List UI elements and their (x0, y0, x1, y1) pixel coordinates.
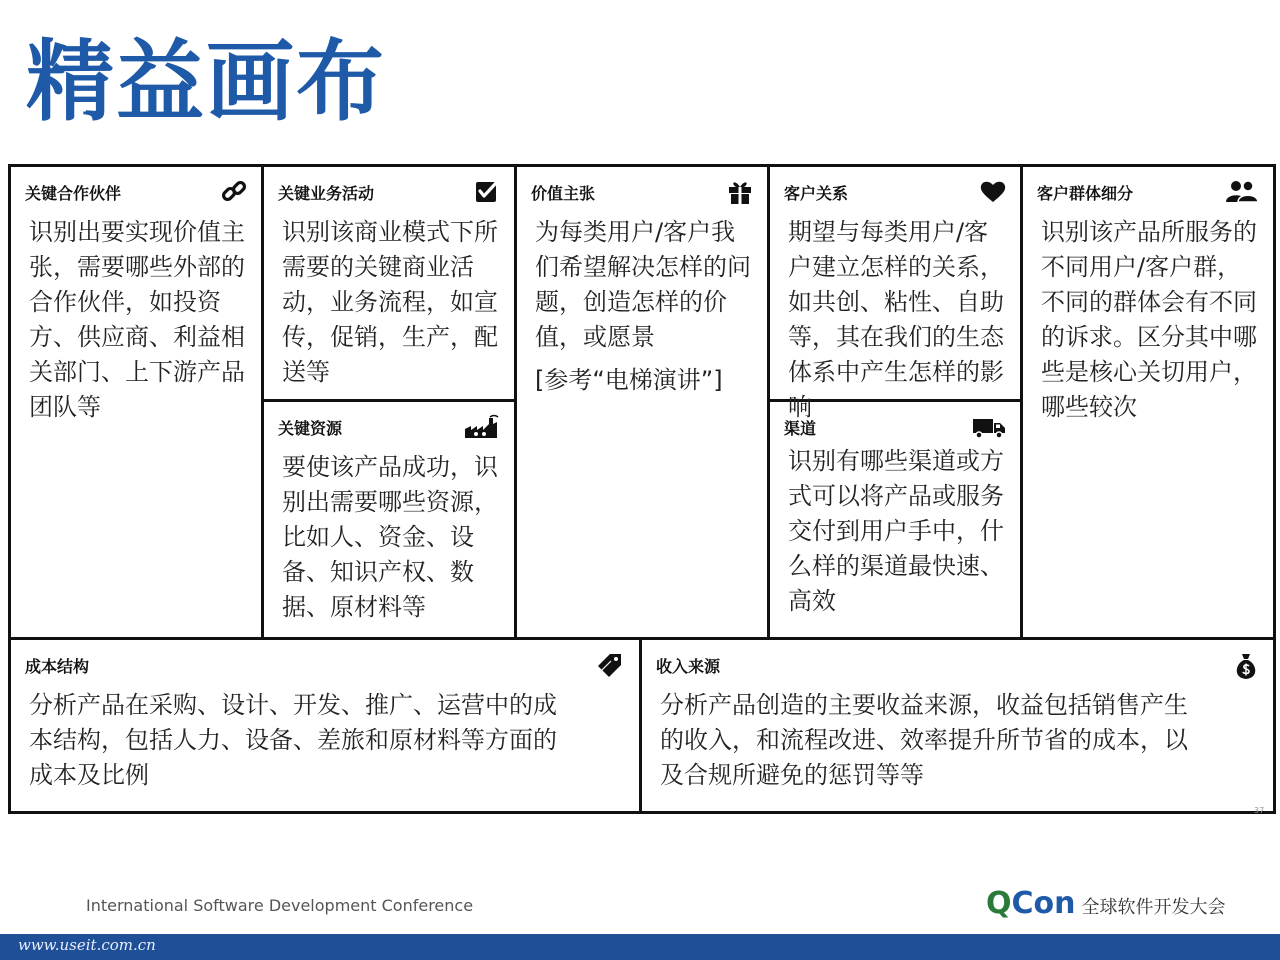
qcon-subtitle: 全球软件开发大会 (1081, 897, 1226, 918)
cell-header: 价值主张 (531, 184, 596, 203)
cell-header: 关键合作伙伴 (25, 184, 122, 203)
cell-reference: [参考“电梯演讲”] (535, 366, 723, 394)
cell-header: 渠道 (784, 419, 817, 438)
users-icon (1225, 179, 1259, 205)
checkbox-icon (474, 179, 500, 205)
cell-key-resources (264, 402, 517, 640)
cell-key-activities (264, 167, 517, 402)
cell-header: 收入来源 (656, 657, 721, 676)
cell-header: 客户关系 (784, 184, 849, 203)
cell-text-group (535, 215, 755, 398)
cell-header: 客户群体细分 (1037, 184, 1134, 203)
lean-canvas (8, 164, 1276, 814)
tag-icon (595, 652, 625, 678)
link-icon (221, 179, 247, 205)
bottom-bar (0, 934, 1280, 960)
factory-icon (464, 414, 500, 440)
conference-name: International Software Development Conference (86, 896, 474, 915)
qcon-logo (986, 886, 1226, 921)
watermark: www.useit.com.cn (18, 936, 156, 954)
qcon-brand-q: Q (986, 886, 1012, 921)
cell-text: 要使该产品成功，识别出需要哪些资源，比如人、资金、设备、知识产权、数据、原材料等 (282, 453, 498, 621)
cell-customer-relationships (770, 167, 1023, 421)
cell-text: 分析产品创造的主要收益来源，收益包括销售产生的收入，和流程改进、效率提升所节省的成本，以及合规所避免的惩罚等等 (660, 691, 1188, 789)
gift-icon (727, 179, 753, 205)
cell-header: 关键资源 (278, 419, 343, 438)
money-bag-icon (1233, 652, 1259, 680)
cell-cost-structure (11, 640, 642, 811)
cell-text: 识别该产品所服务的不同用户/客户群，不同的群体会有不同的诉求。区分其中哪些是核心关切用户，哪些较次 (1041, 218, 1257, 421)
cell-header: 关键业务活动 (278, 184, 375, 203)
cell-key-partners (11, 167, 264, 640)
page-title: 精益画布 (26, 30, 387, 133)
cell-text: 期望与每类用户/客户建立怎样的关系，如共创、粘性、自助等，其在我们的生态体系中产生怎样的影响 (788, 218, 1004, 421)
qcon-brand (986, 886, 1076, 921)
qcon-brand-con: Con (1011, 886, 1076, 921)
cell-header: 成本结构 (25, 657, 90, 676)
page-number: 37 (1254, 806, 1265, 815)
cell-text: 为每类用户/客户我们希望解决怎样的问题，创造怎样的价值，或愿景 (535, 218, 751, 351)
cell-text: 识别有哪些渠道或方式可以将产品或服务交付到用户手中，什么样的渠道最快速、高效 (788, 447, 1004, 615)
heart-icon (980, 179, 1006, 205)
cell-text: 识别出要实现价值主张，需要哪些外部的合作伙伴，如投资方、供应商、利益相关部门、上下游产品团队等 (29, 218, 245, 421)
cell-text: 分析产品在采购、设计、开发、推广、运营中的成本结构，包括人力、设备、差旅和原材料等方面的成本及比例 (29, 691, 557, 789)
cell-customer-segments (1023, 167, 1273, 640)
cell-text: 识别该商业模式下所需要的关键商业活动，业务流程，如宣传，促销，生产，配送等 (282, 218, 498, 386)
cell-value-proposition (517, 167, 770, 640)
cell-revenue-streams (642, 640, 1273, 811)
cell-channels (770, 402, 1023, 640)
truck-icon (972, 414, 1006, 440)
